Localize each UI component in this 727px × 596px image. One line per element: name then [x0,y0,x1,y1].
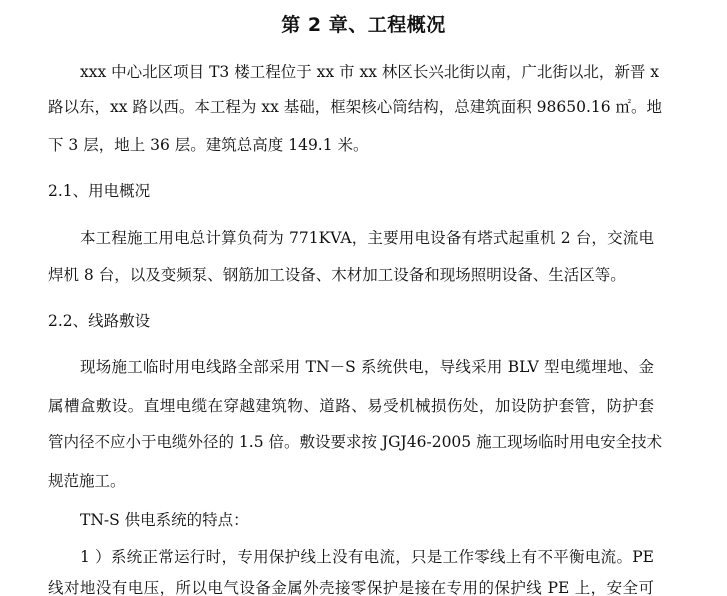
power-line-1: 本工程施工用电总计算负荷为 771KVA，主要用电设备有塔式起重机 2 台，交流电 [80,229,654,247]
tns-heading: TN-S 供电系统的特点： [80,511,249,529]
intro-line-2: 路以东，xx 路以西。本工程为 xx 基础，框架核心筒结构，总建筑面积 98650.16 ㎡。地 [48,98,663,116]
wiring-line-3: 管内径不应小于电缆外径的 1.5 倍。敷设要求按 JGJ46-2005 施工现场临时用电安全技术 [48,433,663,451]
intro-line-1: xxx 中心北区项目 T3 楼工程位于 xx 市 xx 林区长兴北街以南，广北街以北，新晋 x [80,63,660,81]
intro-line-3: 下 3 层，地上 36 层。建筑总高度 149.1 米。 [48,136,369,154]
power-line-2: 焊机 8 台，以及变频泵、钢筋加工设备、木材加工设备和现场照明设备、生活区等。 [48,266,626,284]
wiring-line-4: 规范施工。 [48,472,126,490]
wiring-line-2: 属槽盒敷设。直埋电缆在穿越建筑物、道路、易受机械损伤处，加设防护套管，防护套 [48,397,654,415]
section-heading-wiring: 2.2、线路敷设 [48,312,151,330]
section-heading-power: 2.1、用电概况 [48,182,151,200]
wiring-line-1: 现场施工临时用电线路全部采用 TN－S 系统供电，导线采用 BLV 型电缆埋地、金 [80,358,654,376]
tns-point-1-continued: 线对地没有电压，所以电气设备金属外壳接零保护是接在专用的保护线 PE 上，安全可 [48,579,654,596]
chapter-title: 第 2 章、工程概况 [281,14,446,36]
tns-point-1: 1 ）系统正常运行时，专用保护线上没有电流，只是工作零线上有不平衡电流。PE [80,548,654,566]
